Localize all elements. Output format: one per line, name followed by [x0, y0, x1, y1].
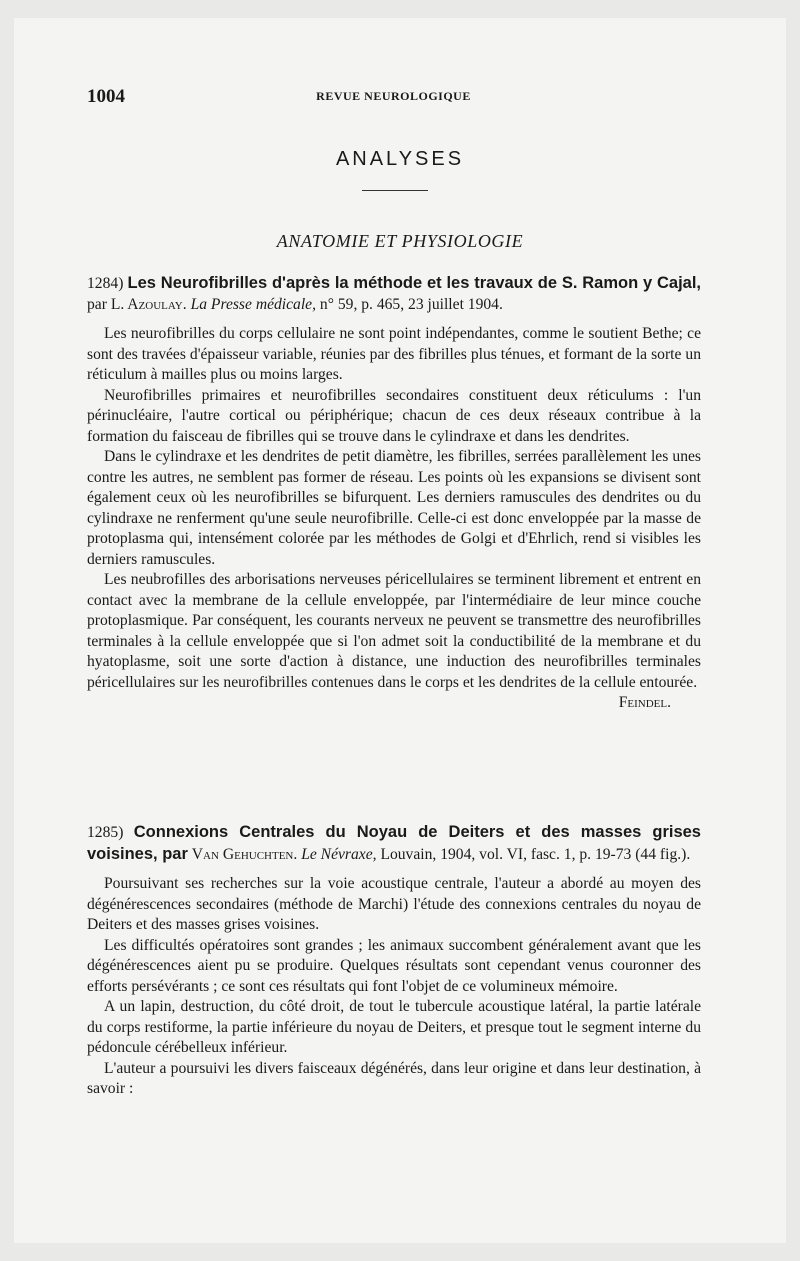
- title-rule: [362, 190, 428, 191]
- section-title: ANALYSES: [335, 148, 465, 170]
- article-by: par: [87, 295, 107, 313]
- article-paragraph: A un lapin, destruction, du côté droit, de tout le tubercule acoustique latéral, la partie latérale du corps restiforme, la partie inférieure du noyau de Deiters, et presque tout le segment interne du pédoncule cérébelleux inférieur.: [87, 998, 701, 1056]
- article-paragraph: Dans le cylindraxe et les dendrites de petit diamètre, les fibrilles, serrées parallèlement les unes contre les autres, ne semblent pas former de réseau. Les points où les expansions se divisent sont également ceux où les neurofibrilles se bifurquent. Les derniers ramuscules des dendrites ou du cylindraxe ne renferment qu'une seule neurofibrille. Celle-ci est donc enveloppée par la masse de protoplasma qui, intensément colorée par les méthodes de Golgi et d'Ehrlich, rend si visibles les derniers ramuscules.: [87, 448, 701, 568]
- reviewer-signature: Feindel.: [618, 694, 671, 711]
- subsection-title: ANATOMIE ET PHYSIOLOGIE: [276, 231, 524, 251]
- article-paragraph: Neurofibrilles primaires et neurofibrilles secondaires constituent deux réticulums : l'un périnucléaire, l'autre cortical ou périphérique; chacun de ces deux réseaux contribue à la formation du faisceau de fibrilles qui se trouve dans le cylindraxe et dans les dendrites.: [87, 386, 701, 445]
- article-paragraph: Les neurofibrilles du corps cellulaire ne sont point indépendantes, comme le soutient Bethe; ce sont des travées d'épaisseur variable, réunies par des fibrilles plus ténues, et formant de la sorte un réticulum à mailles plus ou moins larges.: [87, 325, 701, 383]
- page-number: 1004: [87, 86, 125, 107]
- article-citation: n° 59, p. 465, 23 juillet 1904.: [319, 295, 503, 313]
- article-title: Les Neurofibrilles d'après la méthode et les travaux de S. Ramon y Cajal,: [127, 274, 701, 292]
- article-citation: Louvain, 1904, vol. VI, fasc. 1, p. 19-73 (44 fig.).: [380, 845, 691, 863]
- article-journal: La Presse médicale,: [190, 295, 317, 313]
- article-title: Connexions Centrales du Noyau de Deiters et des masses grises voisines, par: [87, 823, 701, 863]
- article-paragraph: [87, 570, 701, 711]
- article-1285: [87, 822, 701, 1100]
- article-author: L. Azoulay.: [110, 295, 187, 313]
- article-1284: [87, 273, 701, 714]
- article-paragraph: Poursuivant ses recherches sur la voie acoustique centrale, l'auteur a abordé au moyen des dégénérescences secondaires (méthode de Marchi) l'étude des connexions centrales du noyau de Deiters et des masses grises voisines.: [87, 875, 701, 933]
- article-number: 1285): [87, 824, 124, 841]
- article-heading: [87, 822, 701, 865]
- article-paragraph: L'auteur a poursuivi les divers faisceaux dégénérés, dans leur origine et dans leur destination, à savoir :: [87, 1059, 701, 1097]
- article-paragraph: Les difficultés opératoires sont grandes ; les animaux succombent généralement avant que les dégénérescences aient pu se produire. Quelques résultats sont cependant venus couronner des efforts persévérants ; ce sont ces résultats qui font l'objet de ce volumineux mémoire.: [87, 936, 701, 995]
- article-paragraph-text: Les neubrofilles des arborisations nerveuses péricellulaires se terminent librement et entrent en contact avec la membrane de la cellule enveloppée, par l'intermédiaire de leur mince couche protoplasmique. Par conséquent, les courants nerveux ne peuvent se transmettre des neurofibrilles terminales à la cellule enveloppée que si l'on admet soit la conductibilité de la membrane et du hyatoplasme, soit une sorte d'action à distance, une induction des neurofibrilles terminales péricellulaires sur les neurofibrilles contenues dans le corps et les dendrites de la cellule entourée.: [87, 571, 701, 691]
- article-author: Van Gehuchten.: [191, 845, 298, 863]
- article-number: 1284): [87, 275, 124, 292]
- article-journal: Le Névraxe,: [301, 845, 377, 863]
- journal-name: REVUE NEUROLOGIQUE: [316, 89, 471, 103]
- running-head: [87, 86, 700, 106]
- article-heading: [87, 273, 701, 315]
